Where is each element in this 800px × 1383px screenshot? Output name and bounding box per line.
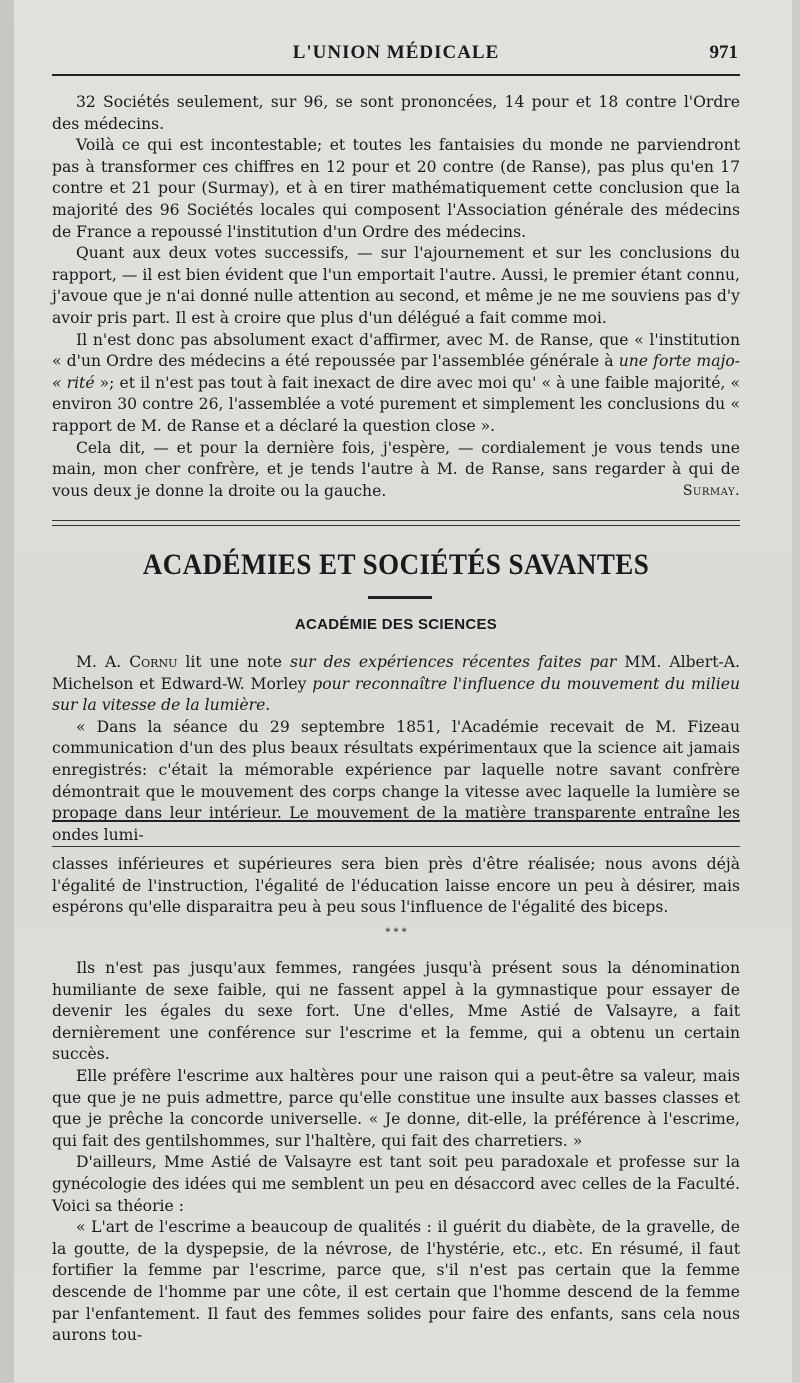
title-underline (368, 596, 432, 599)
section-subtitle: ACADÉMIE DES SCIENCES (294, 616, 498, 633)
page-edge-left (0, 0, 14, 1383)
signature: Surmay. (682, 482, 740, 499)
communication-quote: « Dans la séance du 29 septembre 1851, l'Académie recevait de M. Fizeau communication d'un des plus beaux résultats expérimentaux que la science ait jamais enregistrés: c'était la mémorable expérience par laquelle notre savant confrère démontrait que le mouvement des corps change la vitesse avec laquelle la lumière se propage dans leur intérieur. Le mouvement de la matière transparente entraîne les ondes lumi- (52, 717, 740, 844)
author-name: Cornu (129, 653, 178, 671)
paragraph-2: Voilà ce qui est incontestable; et toutes les fantaisies du monde ne parviendront pas à transformer ces chiffres en 12 pour et 20 contre (de Ranse), pas plus qu'en 17 contre et 21 pour (Surmay), et à en tirer mathématiquement cette conclusion que la majorité des 96 Sociétés locales qui composent l'Association générale des médecins de France a repoussé l'institution d'un Ordre des médecins. (52, 136, 740, 241)
page-edge-right (792, 0, 800, 1383)
paragraph-3: Quant aux deux votes successifs, — sur l'ajournement et sur les conclusions du rapport, — il est bien évident que l'un emportait l'autre. Aussi, le premier étant connu, j'avoue que je n'ai donné nulle attention au second, et même je ne me souviens pas d'y avoir pris part. Il est à croire que plus d'un délégué a fait comme moi. (52, 244, 740, 327)
section-stars: * * * (385, 927, 407, 938)
feuilleton-paragraph-2: Ils n'est pas jusqu'aux femmes, rangées jusqu'à présent sous la dénomination humiliante de sexe faible, qui ne fassent appel à la gymnastique pour essayer de devenir les égales du sexe fort. Une d'elles, Mme Astié de Valsayre, a fait dernièrement une conférence sur l'escrime et la femme, qui a obtenu un certain succès. (52, 959, 740, 1064)
feuilleton-paragraph-5: « L'art de l'escrime a beaucoup de qualités : il guérit du diabète, de la gravelle, de la goutte, de la dyspepsie, de la névrose, de l'hystérie, etc., etc. En résumé, il faut fortifier la femme par l'escrime, parce que, s'il n'est pas certain que la femme descende de l'homme par une côte, il est certain que l'homme descend de la femme par l'enfantement. Il faut des femmes solides pour faire des enfants, sans cela nous aurons tou- (52, 1218, 740, 1345)
journal-title: L'UNION MÉDICALE (292, 42, 500, 63)
section-title: ACADÉMIES ET SOCIÉTÉS SAVANTES (142, 548, 650, 581)
feuilleton-paragraph-4: D'ailleurs, Mme Astié de Valsayre est tant soit peu paradoxale et professe sur la gynécologie des idées qui me semblent un peu en désaccord avec celles de la Faculté. Voici sa théorie : (52, 1153, 740, 1215)
feuilleton-rule-bottom (52, 846, 740, 847)
page-number: 971 (709, 42, 738, 63)
feuilleton-rule-top (52, 820, 740, 822)
feuilleton-paragraph-3: Elle préfère l'escrime aux haltères pour une raison qui a peut-être sa valeur, mais que que je ne puis admettre, parce qu'elle constitue une insulte aux basses classes et que je prêche la concorde universelle. « Je donne, dit-elle, la préférence à l'escrime, qui fait des gentilshommes, sur l'haltère, qui fait des charretiers. » (52, 1066, 740, 1150)
top-section (52, 92, 740, 502)
feuilleton-paragraph-1: classes inférieures et supérieures sera bien près d'être réalisée; nous avons déjà l'égalité de l'instruction, l'égalité de l'éducation laisse encore un peu à désirer, mais espérons qu'elle disparaitra peu à peu sous l'influence de l'égalité des biceps. (52, 855, 740, 917)
paragraph-1: 32 Sociétés seulement, sur 96, se sont prononcées, 14 pour et 18 contre l'Ordre des médecins. (52, 93, 740, 133)
header-rule (52, 74, 740, 76)
section-double-rule-bottom (52, 525, 740, 526)
section-double-rule-top (52, 520, 740, 521)
paragraph-5: Cela dit, — et pour la dernière fois, j'espère, — cordialement je vous tends une main, mon cher confrère, et je tends l'autre à M. de Ranse, sans regarder à qui de vous deux je donne la droite ou la gauche. Surmay. (52, 438, 740, 503)
feuilleton-body (52, 958, 740, 1347)
running-head (52, 42, 740, 68)
communication-intro: M. A. Cornu lit une note sur des expériences récentes faites par MM. Albert-A. Michelson et Edward-W. Morley pour reconnaître l'influence du mouvement du milieu sur la vitesse de la lumière. (52, 653, 740, 715)
paragraph-4: Il n'est donc pas absolument exact d'affirmer, avec M. de Ranse, que « l'institution « d'un Ordre des médecins a été repoussée par l'assemblée générale à une forte majo- « rité »; et il n'est pas tout à fait inexact de dire avec moi qu' « à une faible majorité, « environ 30 contre 26, l'assemblée a voté purement et simplement les conclusions du « rapport de M. de Ranse et a déclaré la question close ». (52, 330, 740, 435)
feuilleton-top (52, 854, 740, 919)
academies-body (52, 652, 740, 846)
